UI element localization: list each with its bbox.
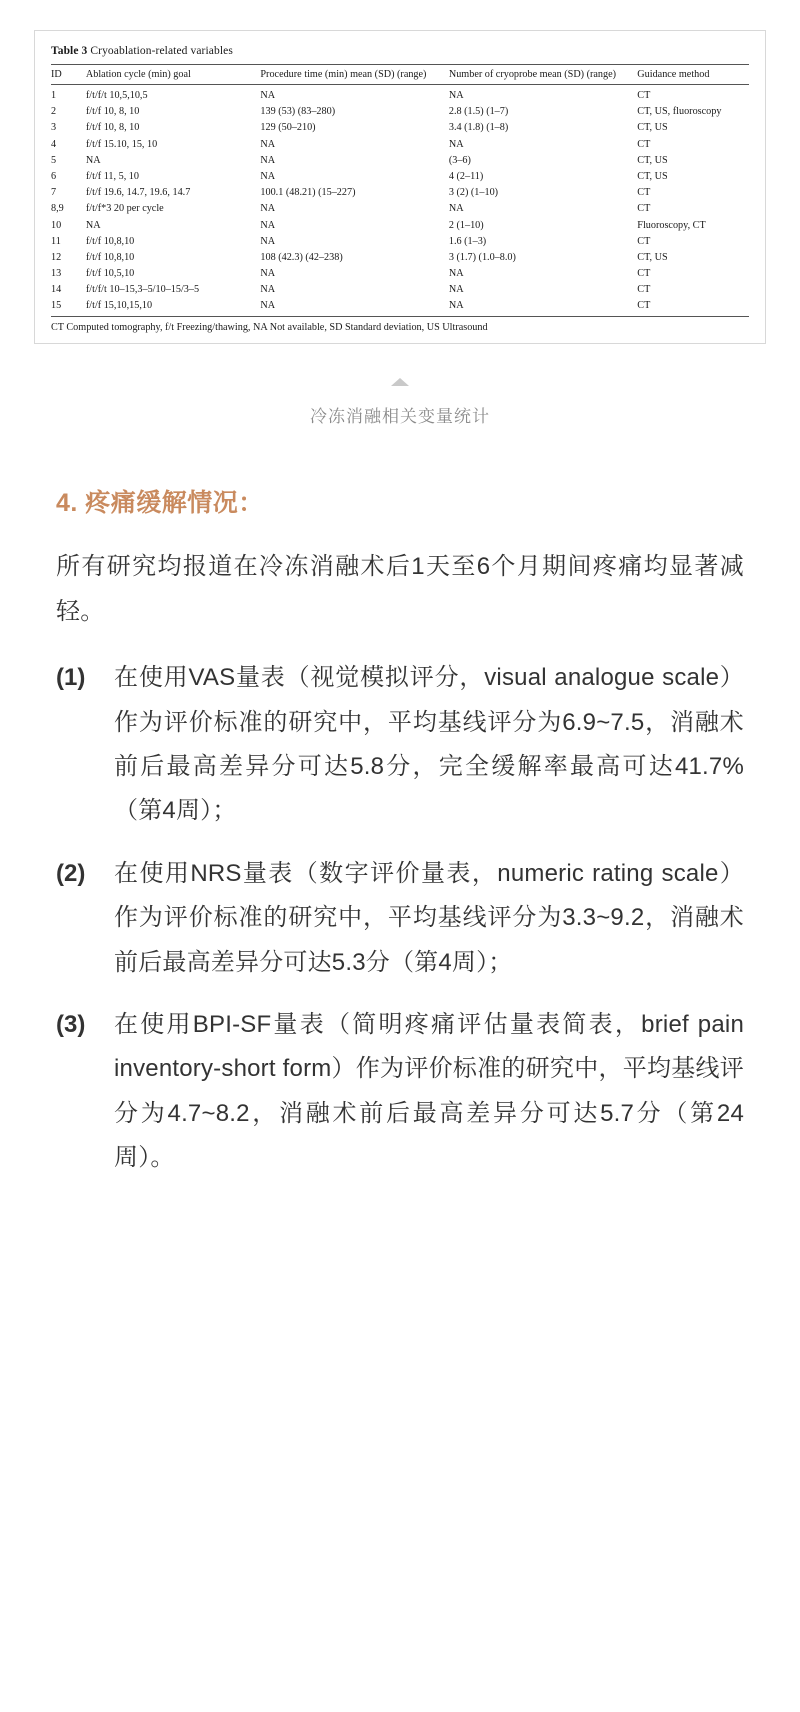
cell-guidance-method: CT xyxy=(637,90,651,101)
cell-cryoprobe-number: NA xyxy=(448,300,464,312)
cell-procedure-time: NA xyxy=(260,138,276,150)
cell-guidance-method: CT, US, fluoroscopy xyxy=(637,106,722,118)
table-row xyxy=(51,217,749,233)
section-heading: 4. 疼痛缓解情况： xyxy=(56,489,264,518)
cell-cryoprobe-number: NA xyxy=(448,284,464,296)
column-header-ablation-cycle: Ablation cycle (min) goal xyxy=(86,65,261,85)
cell-id: 6 xyxy=(51,170,57,182)
cell-procedure-time: NA xyxy=(260,300,276,312)
cell-guidance-method: CT, US xyxy=(637,122,668,134)
list-item-text: 在使用BPI-SF量表（简明疼痛评估量表简表，brief pain inventory-short form）作为评价标准的研究中，平均基线评分为4.7~8.2，消融术前后最高差异分可达5.7分（第24周）。 xyxy=(114,1010,744,1172)
cell-cryoprobe-number: 3 (2) (1–10) xyxy=(448,187,499,199)
cell-id: 14 xyxy=(51,284,62,296)
table-row xyxy=(51,233,749,249)
cell-cryoprobe-number: 2 (1–10) xyxy=(448,219,484,231)
table-row xyxy=(51,168,749,184)
cell-cryoprobe-number: NA xyxy=(448,138,464,150)
table-footnote: CT Computed tomography, f/t Freezing/thawing, NA Not available, SD Standard deviation, US Ultrasound xyxy=(51,316,749,333)
cell-procedure-time: NA xyxy=(260,154,276,166)
cell-ablation-cycle: f/t/f/t 10–15,3–5/10–15/3–5 xyxy=(85,284,200,296)
table-label: Table 3 xyxy=(51,45,88,57)
cell-ablation-cycle: f/t/f 15,10,15,10 xyxy=(85,300,153,312)
cell-guidance-method: CT xyxy=(637,187,651,199)
cell-procedure-time: NA xyxy=(260,235,276,247)
cell-ablation-cycle: f/t/f 19.6, 14.7, 19.6, 14.7 xyxy=(85,187,191,199)
cell-ablation-cycle: f/t/f 15.10, 15, 10 xyxy=(85,138,158,150)
cell-id: 2 xyxy=(51,106,57,118)
cell-id: 5 xyxy=(51,154,57,166)
cell-guidance-method: CT xyxy=(637,203,651,215)
cell-cryoprobe-number: 2.8 (1.5) (1–7) xyxy=(448,106,509,118)
table-row xyxy=(51,298,749,317)
cell-ablation-cycle: NA xyxy=(85,154,101,166)
table-row xyxy=(51,201,749,217)
table-row xyxy=(51,282,749,298)
table-row xyxy=(51,265,749,281)
cell-cryoprobe-number: 3 (1.7) (1.0–8.0) xyxy=(448,251,516,263)
cryoablation-table xyxy=(51,64,749,316)
cell-guidance-method: CT xyxy=(637,284,651,296)
table-row xyxy=(51,152,749,168)
cell-procedure-time: NA xyxy=(260,219,276,231)
table-card xyxy=(34,30,766,344)
cell-procedure-time: NA xyxy=(260,90,276,101)
cell-cryoprobe-number: NA xyxy=(448,268,464,280)
cell-ablation-cycle: f/t/f 10,8,10 xyxy=(85,235,135,247)
cell-id: 12 xyxy=(51,251,62,263)
list-item-number: (3) xyxy=(56,1010,86,1038)
lead-paragraph: 所有研究均报道在冷冻消融术后1天至6个月期间疼痛均显著减轻。 xyxy=(56,553,744,625)
list-item-text: 在使用NRS量表（数字评价量表，numeric rating scale）作为评价标准的研究中，平均基线评分为3.3~9.2，消融术前后最高差异分可达5.3分（第4周）； xyxy=(114,859,744,976)
table-row xyxy=(51,120,749,136)
table-row xyxy=(51,185,749,201)
cell-guidance-method: CT xyxy=(637,268,651,280)
cell-procedure-time: NA xyxy=(260,203,276,215)
list-item xyxy=(56,1003,744,1181)
caret-up-icon xyxy=(391,378,409,386)
cell-ablation-cycle: NA xyxy=(85,219,101,231)
cell-id: 11 xyxy=(51,235,61,247)
cell-id: 15 xyxy=(51,300,62,312)
cell-ablation-cycle: f/t/f*3 20 per cycle xyxy=(85,203,164,215)
cell-id: 4 xyxy=(51,138,57,150)
table-row xyxy=(51,104,749,120)
cell-guidance-method: CT, US xyxy=(637,170,668,182)
table-row xyxy=(51,85,749,104)
cell-cryoprobe-number: (3–6) xyxy=(448,154,471,166)
list-item-text: 在使用VAS量表（视觉模拟评分，visual analogue scale）作为评价标准的研究中，平均基线评分为6.9~7.5，消融术前后最高差异分可达5.8分，完全缓解率最高可达41.7%（第4周）； xyxy=(114,664,744,825)
table-body xyxy=(51,85,749,317)
cell-ablation-cycle: f/t/f 11, 5, 10 xyxy=(85,170,139,182)
cell-id: 1 xyxy=(51,90,57,101)
cell-id: 10 xyxy=(51,219,62,231)
column-header-cryoprobe-number: Number of cryoprobe mean (SD) (range) xyxy=(449,65,637,85)
list-item xyxy=(56,852,744,985)
list-item-number: (1) xyxy=(56,664,86,692)
table-head xyxy=(51,65,749,85)
cell-guidance-method: CT, US xyxy=(637,154,668,166)
cell-procedure-time: NA xyxy=(260,170,276,182)
cell-cryoprobe-number: 1.6 (1–3) xyxy=(448,235,487,247)
column-header-id: ID xyxy=(51,65,86,85)
cell-id: 3 xyxy=(51,122,57,134)
cell-procedure-time: NA xyxy=(260,284,276,296)
cell-guidance-method: CT xyxy=(637,138,651,150)
cell-guidance-method: CT, US xyxy=(637,251,668,263)
figure-caption-block xyxy=(34,344,766,427)
cell-ablation-cycle: f/t/f 10,8,10 xyxy=(85,251,135,263)
table-title-text: Cryoablation-related variables xyxy=(90,45,233,57)
table-figure xyxy=(0,0,800,427)
list-item xyxy=(56,656,744,834)
article-content xyxy=(0,427,800,1238)
cell-cryoprobe-number: 4 (2–11) xyxy=(448,170,484,182)
cell-cryoprobe-number: 3.4 (1.8) (1–8) xyxy=(448,122,509,134)
cell-procedure-time: NA xyxy=(260,268,276,280)
cell-procedure-time: 129 (50–210) xyxy=(260,122,316,134)
cell-guidance-method: CT xyxy=(637,300,651,312)
table-header-row xyxy=(51,65,749,85)
cell-guidance-method: CT xyxy=(637,235,651,247)
cell-ablation-cycle: f/t/f 10, 8, 10 xyxy=(85,106,140,118)
figure-caption: 冷冻消融相关变量统计 xyxy=(310,407,490,427)
cell-ablation-cycle: f/t/f/t 10,5,10,5 xyxy=(85,90,148,101)
cell-ablation-cycle: f/t/f 10, 8, 10 xyxy=(85,122,140,134)
list-item-number: (2) xyxy=(56,859,86,887)
cell-id: 7 xyxy=(51,187,57,199)
column-header-procedure-time: Procedure time (min) mean (SD) (range) xyxy=(260,65,448,85)
table-row xyxy=(51,136,749,152)
cell-procedure-time: 108 (42.3) (42–238) xyxy=(260,251,343,263)
cell-ablation-cycle: f/t/f 10,5,10 xyxy=(85,268,135,280)
cell-cryoprobe-number: NA xyxy=(448,203,464,215)
cell-cryoprobe-number: NA xyxy=(448,90,464,101)
cell-id: 8,9 xyxy=(51,203,64,215)
table-title xyxy=(51,45,749,57)
cell-procedure-time: 100.1 (48.21) (15–227) xyxy=(260,187,356,199)
column-header-guidance-method: Guidance method xyxy=(637,65,749,85)
cell-id: 13 xyxy=(51,268,62,280)
table-row xyxy=(51,249,749,265)
cell-guidance-method: Fluoroscopy, CT xyxy=(637,219,706,231)
cell-procedure-time: 139 (53) (83–280) xyxy=(260,106,336,118)
